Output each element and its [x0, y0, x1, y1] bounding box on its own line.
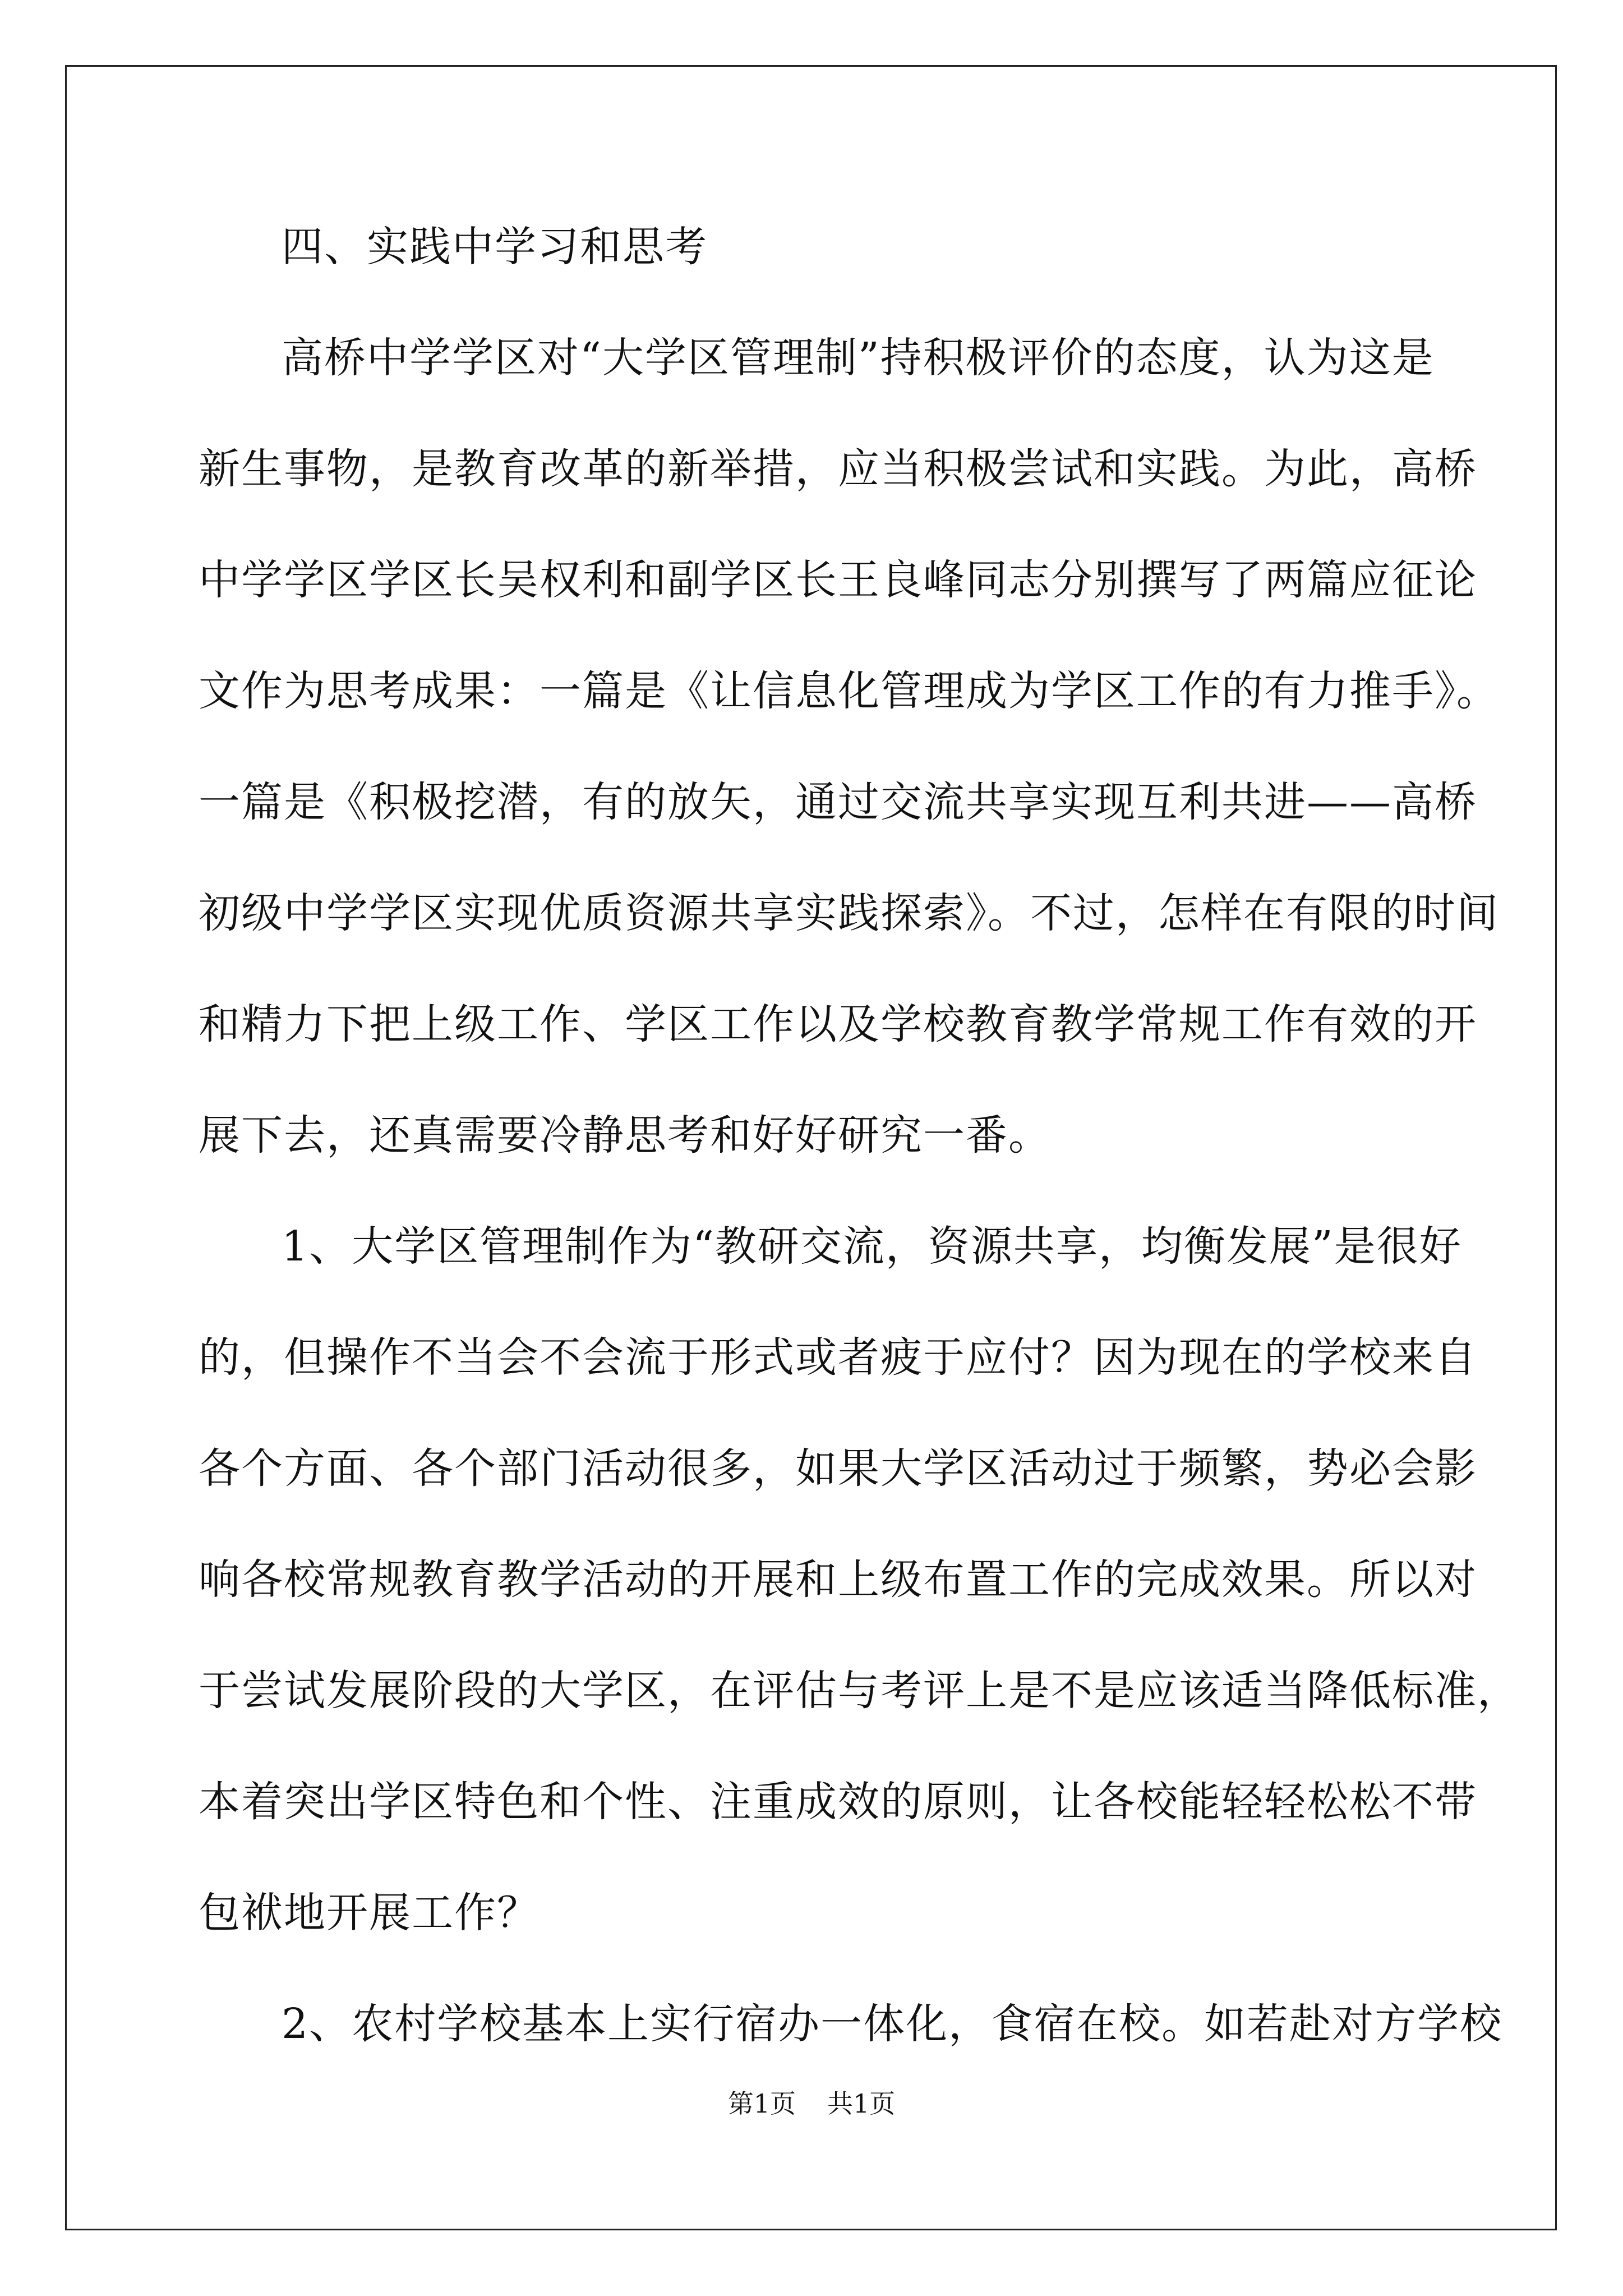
- paragraph-line: 和精力下把上级工作、学区工作以及学校教育教学常规工作有效的开: [199, 1000, 1477, 1048]
- page-footer: [0, 2087, 1623, 2120]
- paragraph-line: 响各校常规教育教学活动的开展和上级布置工作的完成效果。所以对: [199, 1556, 1477, 1604]
- page-number: 第1页: [727, 2088, 796, 2119]
- paragraph-line: 各个方面、各个部门活动很多，如果大学区活动过于频繁，势必会影: [199, 1444, 1477, 1493]
- paragraph-line: 2、农村学校基本上实行宿办一体化，食宿在校。如若赴对方学校: [282, 2000, 1503, 2048]
- section-heading: 四、实践中学习和思考: [282, 223, 708, 271]
- paragraph-line: 1、大学区管理制作为“教研交流，资源共享，均衡发展”是很好: [282, 1222, 1462, 1271]
- paragraph-line: 展下去，还真需要冷静思考和好好研究一番。: [199, 1111, 1051, 1159]
- paragraph-line: 文作为思考成果：一篇是《让信息化管理成为学区工作的有力推手》。: [199, 667, 1499, 715]
- paragraph-line: 新生事物，是教育改革的新举措，应当积极尝试和实践。为此，高桥: [199, 445, 1477, 493]
- paragraph-line: 于尝试发展阶段的大学区，在评估与考评上是不是应该适当降低标准，: [199, 1667, 1520, 1715]
- paragraph-line: 本着突出学区特色和个性、注重成效的原则，让各校能轻轻松松不带: [199, 1778, 1477, 1826]
- paragraph-line: 的，但操作不当会不会流于形式或者疲于应付？因为现在的学校来自: [199, 1333, 1477, 1382]
- page-total: 共1页: [827, 2088, 896, 2119]
- paragraph-line: 中学学区学区长吴权利和副学区长王良峰同志分别撰写了两篇应征论: [199, 556, 1477, 604]
- paragraph-line: 初级中学学区实现优质资源共享实践探索》。不过，怎样在有限的时间: [199, 889, 1499, 937]
- paragraph-line: 包袱地开展工作？: [199, 1889, 540, 1937]
- paragraph-line: 高桥中学学区对“大学区管理制”持积极评价的态度，认为这是: [282, 334, 1435, 382]
- paragraph-line: 一篇是《积极挖潜，有的放矢，通过交流共享实现互利共进——高桥: [199, 778, 1477, 826]
